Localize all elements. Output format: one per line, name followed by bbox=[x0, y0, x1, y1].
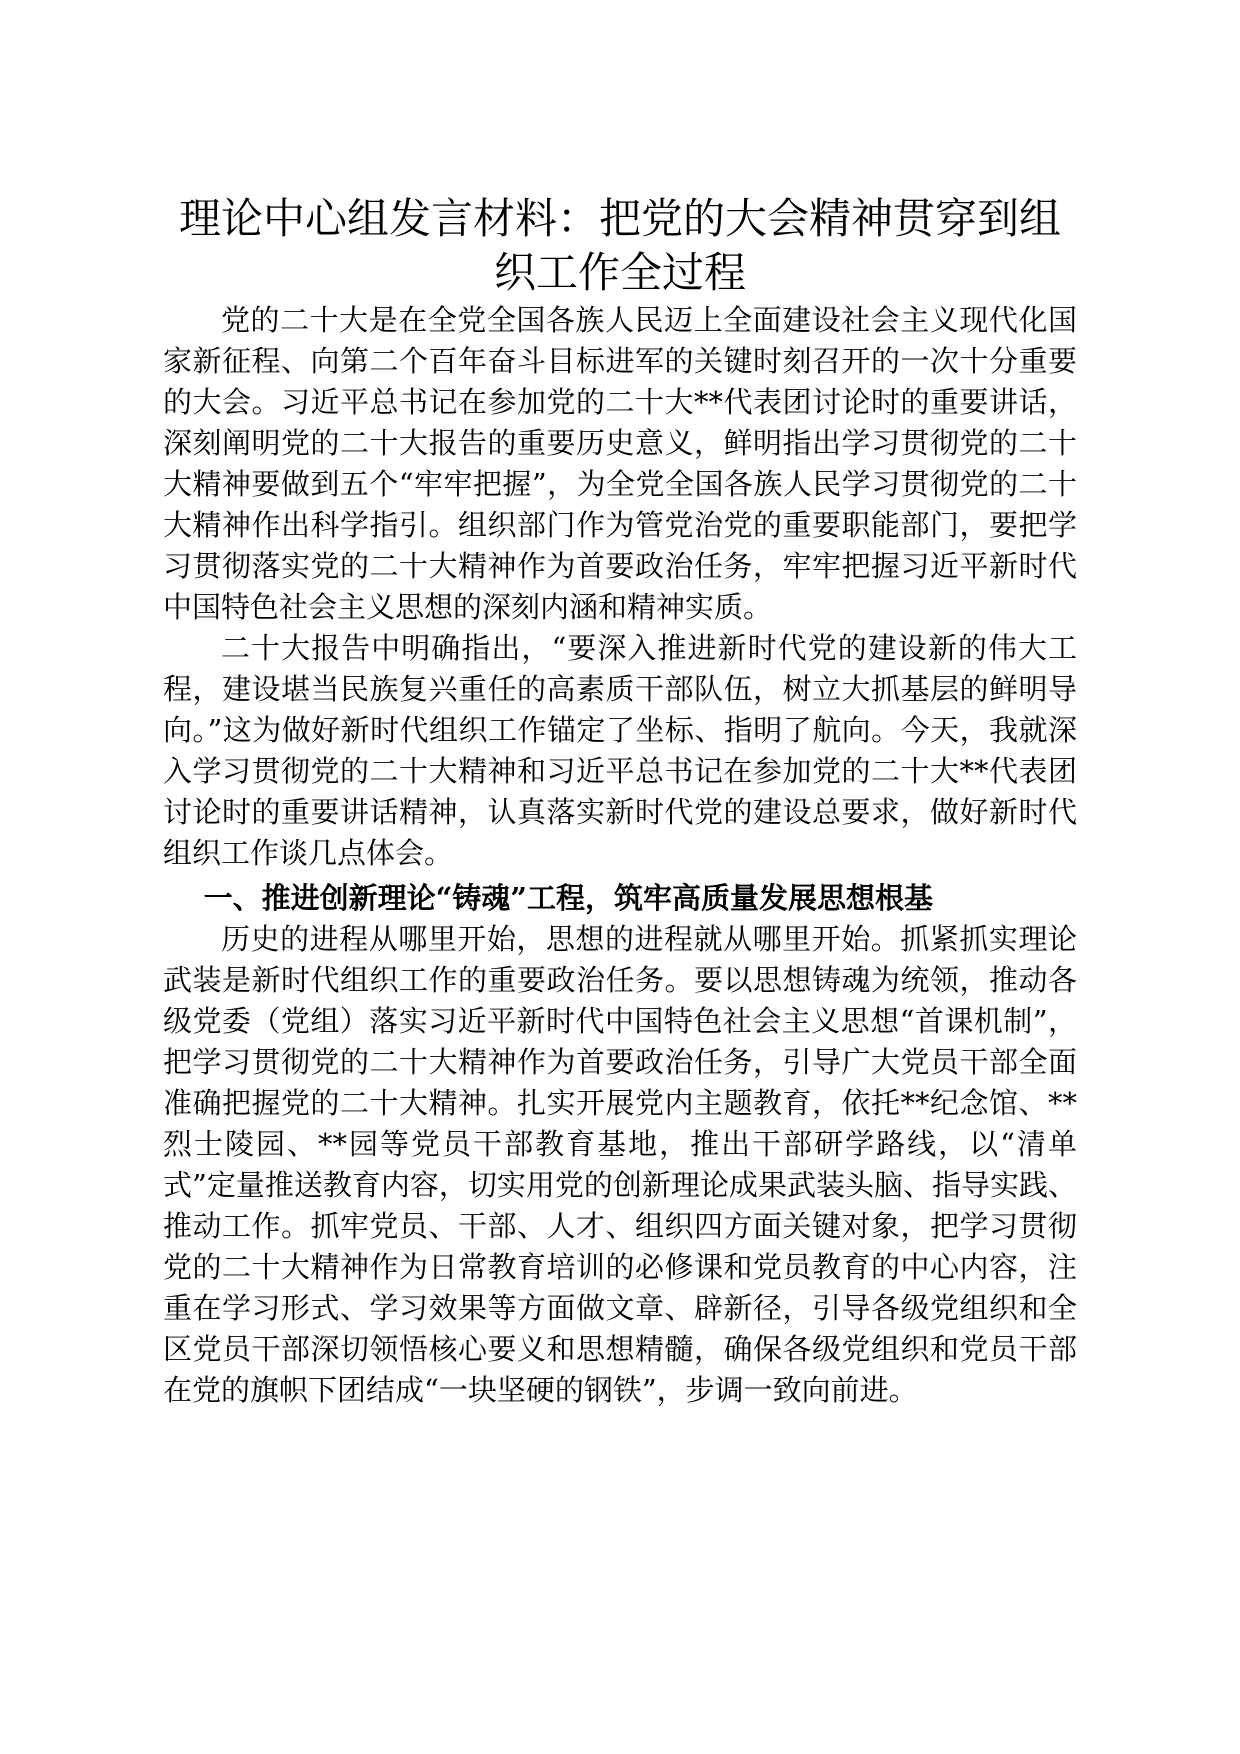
section-heading-1: 一、推进创新理论“铸魂”工程，筑牢高质量发展思想根基 bbox=[203, 881, 933, 915]
section-1-paragraph: 历史的进程从哪里开始，思想的进程就从哪里开始。抓紧抓实理论武装是新时代组织工作的重要政治任务。要以思想铸魂为统领，推动各级党委（党组）落实习近平新时代中国特色社会主义思想“首课机制”，把学习贯彻党的二十大精神作为首要政治任务，引导广大党员干部全面准确把握党的二十大精神。扎实开展党内主题教育，依托**纪念馆、**烈士陵园、**园等党员干部教育基地，推出干部研学路线，以“清单式”定量推送教育内容，切实用党的创新理论成果武装头脑、指导实践、推动工作。抓牢党员、干部、人才、组织四方面关键对象，把学习贯彻党的二十大精神作为日常教育培训的必修课和党员教育的中心内容，注重在学习形式、学习效果等方面做文章、辟新径，引导各级党组织和全区党员干部深切领悟核心要义和思想精髓，确保各级党组织和党员干部在党的旗帜下团结成“一块坚硬的钢铁”，步调一致向前进。 bbox=[163, 922, 1077, 1407]
intro-paragraph-2: 二十大报告中明确指出，“要深入推进新时代党的建设新的伟大工程，建设堪当民族复兴重任的高素质干部队伍，树立大抓基层的鲜明导向。”这为做好新时代组织工作锚定了坐标、指明了航向。今天，我就深入学习贯彻党的二十大精神和习近平总书记在参加党的二十大**代表团讨论时的重要讲话精神，认真落实新时代党的建设总要求，做好新时代组织工作谈几点体会。 bbox=[163, 631, 1077, 870]
document-body bbox=[163, 192, 1077, 1411]
intro-paragraph-1: 党的二十大是在全党全国各族人民迈上全面建设社会主义现代化国家新征程、向第二个百年奋斗目标进军的关键时刻召开的一次十分重要的大会。习近平总书记在参加党的二十大**代表团讨论时的重要讲话，深刻阐明党的二十大报告的重要历史意义，鲜明指出学习贯彻党的二十大精神要做到五个“牢牢把握”，为全党全国各族人民学习贯彻党的二十大精神作出科学指引。组织部门作为管党治党的重要职能部门，要把学习贯彻落实党的二十大精神作为首要政治任务，牢牢把握习近平新时代中国特色社会主义思想的深刻内涵和精神实质。 bbox=[163, 303, 1077, 624]
document-title: 理论中心组发言材料：把党的大会精神贯穿到组织工作全过程 bbox=[178, 194, 1061, 297]
